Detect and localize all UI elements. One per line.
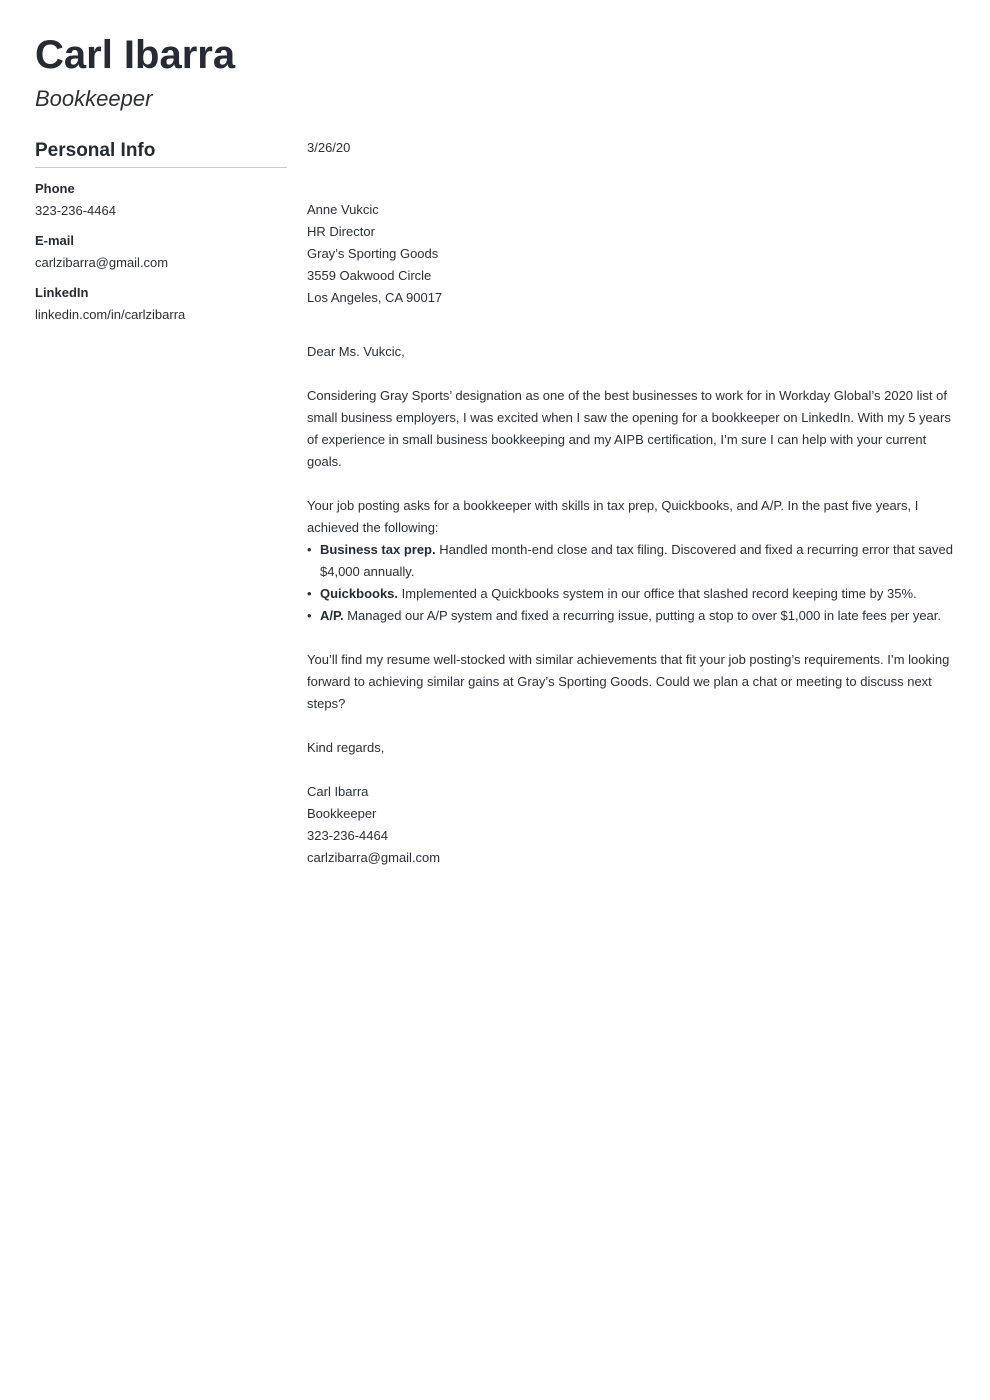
salutation: Dear Ms. Vukcic, [307, 344, 405, 359]
header [35, 30, 235, 114]
paragraph-intro: Considering Gray Sports’ designation as one of the best businesses to work for in Workday Global’s 2020 list of small business employers, I was excited when I saw the opening for a bookkeeper on LinkedIn. With my 5 years of experience in small business bookkeeping and my AIPB certification, I’m sure I can help with your current goals. [307, 388, 951, 469]
signature-name: Carl Ibarra [307, 784, 369, 799]
achievement-text: Handled month-end close and tax filing. Discovered and fixed a recurring error that saved $4,000 annually. [320, 542, 954, 579]
closing: Kind regards, [307, 740, 385, 755]
recipient-position: HR Director [307, 224, 375, 239]
paragraph-skills: Your job posting asks for a bookkeeper with skills in tax prep, Quickbooks, and A/P. In the past five years, I achieved the following: [307, 498, 919, 535]
recipient-company: Gray’s Sporting Goods [307, 246, 439, 261]
signature-title: Bookkeeper [307, 806, 377, 821]
list-item [307, 605, 957, 627]
signature-email: carlzibarra@gmail.com [307, 850, 441, 865]
recipient-block [307, 199, 957, 309]
recipient-city: Los Angeles, CA 90017 [307, 290, 443, 305]
achievement-title: Quickbooks. [320, 586, 399, 601]
signature-phone: 323-236-4464 [307, 828, 388, 843]
achievement-title: Business tax prep. [320, 542, 436, 557]
personal-info-heading: Personal Info [35, 138, 287, 168]
recipient-street: 3559 Oakwood Circle [307, 268, 432, 283]
signature-block [307, 781, 957, 869]
applicant-name: Carl Ibarra [35, 33, 236, 77]
email-label: E-mail [35, 233, 75, 248]
personal-info-sidebar [35, 138, 287, 334]
phone-value: 323-236-4464 [35, 203, 116, 218]
phone-label: Phone [35, 181, 75, 196]
recipient-name: Anne Vukcic [307, 202, 379, 217]
list-item [307, 583, 957, 605]
achievements-list [307, 539, 957, 627]
achievement-title: A/P. [320, 608, 344, 623]
paragraph-closing: You’ll find my resume well-stocked with similar achievements that fit your job posting’s requirements. I’m looking forward to achieving similar gains at Gray’s Sporting Goods. Could we plan a chat or meeting to discuss next steps? [307, 652, 950, 711]
letter-date: 3/26/20 [307, 140, 351, 155]
letter-body [307, 137, 957, 869]
achievement-text: Implemented a Quickbooks system in our office that slashed record keeping time by 35%. [398, 586, 917, 601]
linkedin-value: linkedin.com/in/carlzibarra [35, 307, 186, 322]
linkedin-label: LinkedIn [35, 285, 89, 300]
email-value: carlzibarra@gmail.com [35, 255, 169, 270]
applicant-title: Bookkeeper [35, 86, 153, 111]
list-item [307, 539, 957, 583]
achievement-text: Managed our A/P system and fixed a recurring issue, putting a stop to over $1,000 in late fees per year. [343, 608, 941, 623]
